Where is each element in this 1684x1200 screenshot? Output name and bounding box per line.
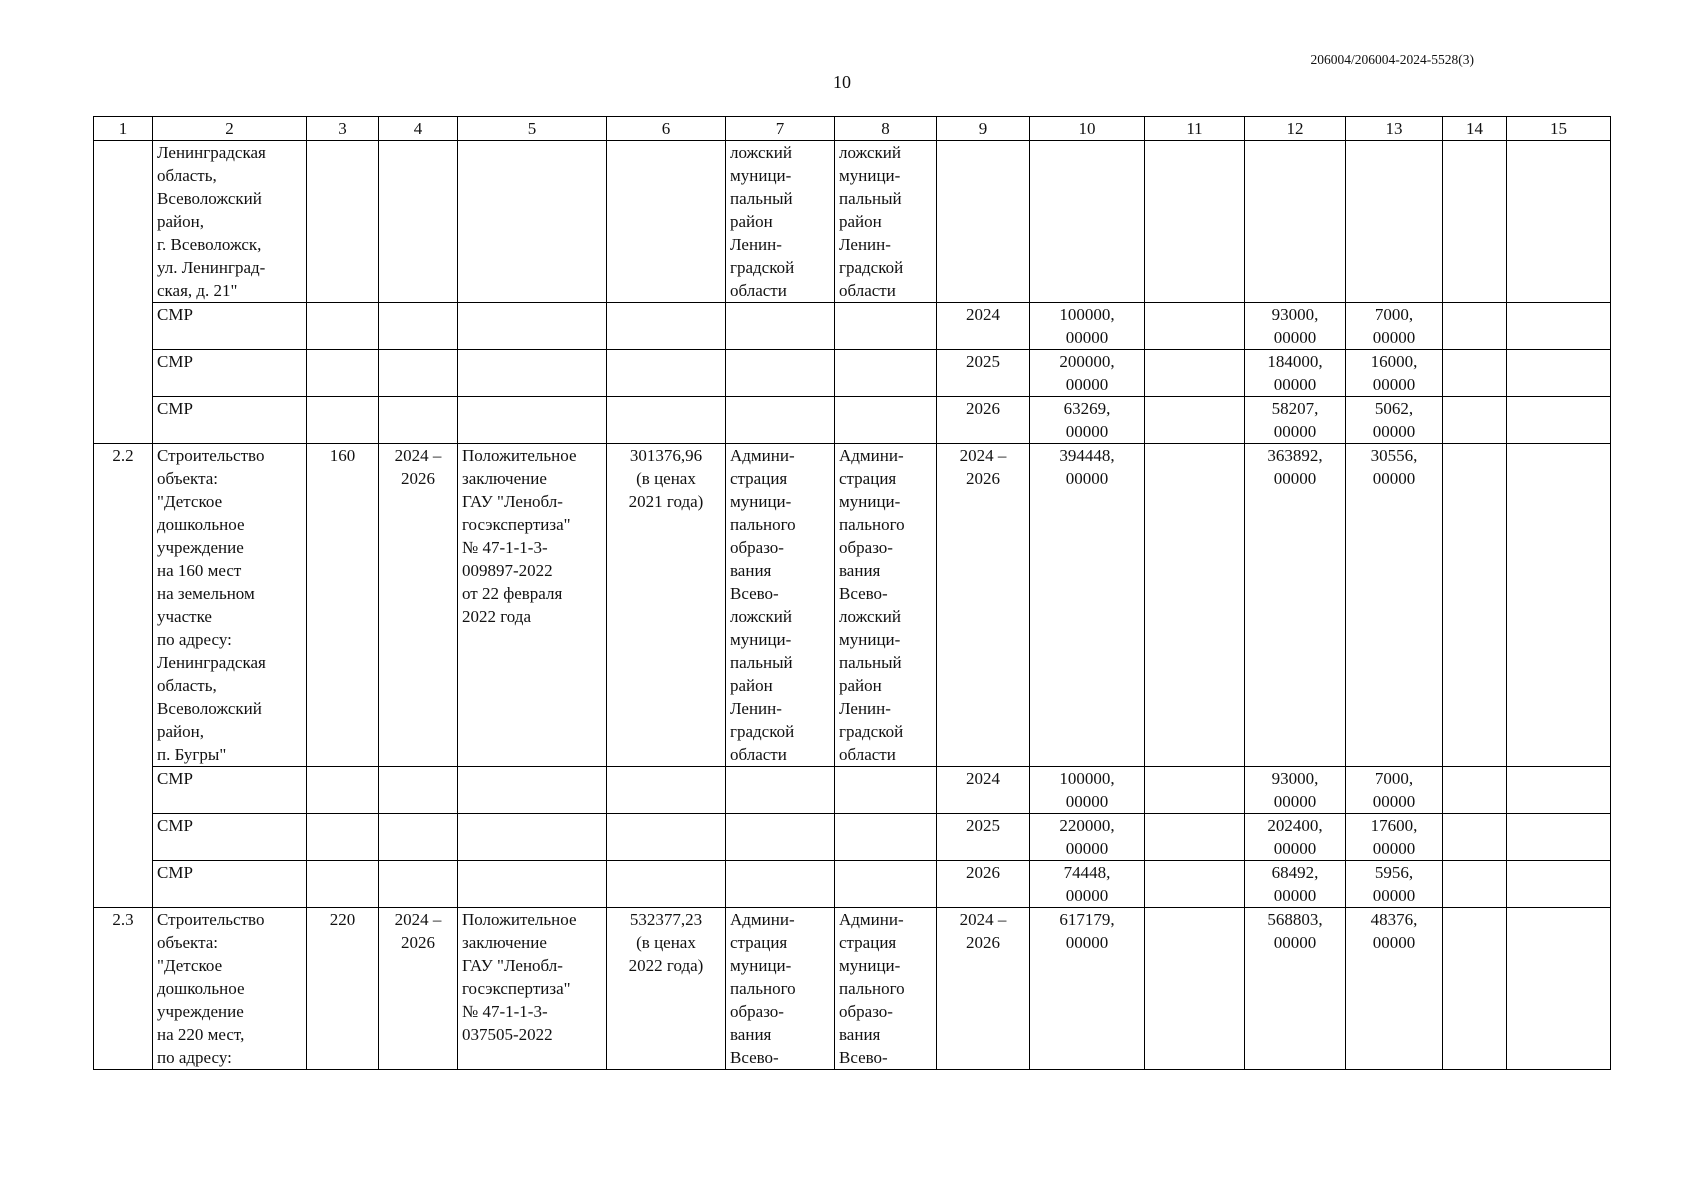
table-row	[94, 814, 1611, 861]
col-header: 7	[726, 117, 835, 141]
total-cell: 100000, 00000	[1030, 303, 1145, 350]
table-row	[94, 444, 1611, 767]
total-cell: 200000, 00000	[1030, 350, 1145, 397]
col-header: 5	[458, 117, 607, 141]
row-number-cell	[94, 141, 153, 444]
col13-cell: 7000, 00000	[1346, 767, 1443, 814]
document-number: 206004/206004-2024-5528(3)	[1310, 52, 1474, 67]
cost-cell: 301376,96 (в ценах 2021 года)	[607, 444, 726, 767]
year-cell: 2025	[937, 814, 1030, 861]
smr-label: СМР	[153, 350, 307, 397]
smr-label: СМР	[153, 397, 307, 444]
years-cell: 2024 – 2026	[937, 444, 1030, 767]
total-cell: 100000, 00000	[1030, 767, 1145, 814]
smr-label: СМР	[153, 767, 307, 814]
total-cell: 63269, 00000	[1030, 397, 1145, 444]
period-cell: 2024 – 2026	[379, 444, 458, 767]
smr-label: СМР	[153, 861, 307, 908]
table-row	[94, 908, 1611, 1070]
col13-cell: 48376, 00000	[1346, 908, 1443, 1070]
expertise-cell: Положительное заключение ГАУ "Ленобл- госэкспертиза" № 47-1-1-3- 009897-2022 от 22 февраля 2022 года	[458, 444, 607, 767]
period-cell: 2024 – 2026	[379, 908, 458, 1070]
col13-cell: 5956, 00000	[1346, 861, 1443, 908]
col13-cell: 30556, 00000	[1346, 444, 1443, 767]
col-header: 14	[1443, 117, 1507, 141]
col12-cell: 93000, 00000	[1245, 303, 1346, 350]
customer-cell: Админи- страция муници- пального образо- вания Всево- ложский муници- пальный район Ленин- градской области	[726, 444, 835, 767]
total-cell: 394448, 00000	[1030, 444, 1145, 767]
object-name-cell: Строительство объекта: "Детское дошкольное учреждение на 160 мест на земельном участке по адресу: Ленинградская область, Всеволожский район, п. Бугры"	[153, 444, 307, 767]
col13-cell: 7000, 00000	[1346, 303, 1443, 350]
table-row	[94, 350, 1611, 397]
table-row	[94, 141, 1611, 303]
col-header: 8	[835, 117, 937, 141]
col-header: 6	[607, 117, 726, 141]
year-cell: 2026	[937, 397, 1030, 444]
col-header: 2	[153, 117, 307, 141]
customer-cell: ложский муници- пальный район Ленин- градской области	[726, 141, 835, 303]
col-header: 13	[1346, 117, 1443, 141]
smr-label: СМР	[153, 303, 307, 350]
object-name-cell: Строительство объекта: "Детское дошкольное учреждение на 220 мест, по адресу:	[153, 908, 307, 1070]
col-header: 1	[94, 117, 153, 141]
col12-cell: 93000, 00000	[1245, 767, 1346, 814]
col13-cell: 17600, 00000	[1346, 814, 1443, 861]
col12-cell: 202400, 00000	[1245, 814, 1346, 861]
total-cell: 617179, 00000	[1030, 908, 1145, 1070]
cost-cell: 532377,23 (в ценах 2022 года)	[607, 908, 726, 1070]
col12-cell: 184000, 00000	[1245, 350, 1346, 397]
col-header: 11	[1145, 117, 1245, 141]
table-row	[94, 397, 1611, 444]
developer-cell: Админи- страция муници- пального образо- вания Всево-	[835, 908, 937, 1070]
col-header: 10	[1030, 117, 1145, 141]
capacity-cell: 160	[307, 444, 379, 767]
total-cell: 220000, 00000	[1030, 814, 1145, 861]
table-row	[94, 861, 1611, 908]
col12-cell: 363892, 00000	[1245, 444, 1346, 767]
capacity-cell: 220	[307, 908, 379, 1070]
total-cell: 74448, 00000	[1030, 861, 1145, 908]
expertise-cell: Положительное заключение ГАУ "Ленобл- госэкспертиза" № 47-1-1-3- 037505-2022	[458, 908, 607, 1070]
col12-cell: 58207, 00000	[1245, 397, 1346, 444]
developer-cell: Админи- страция муници- пального образо- вания Всево- ложский муници- пальный район Ленин- градской области	[835, 444, 937, 767]
customer-cell: Админи- страция муници- пального образо- вания Всево-	[726, 908, 835, 1070]
col-header: 4	[379, 117, 458, 141]
col-header: 15	[1507, 117, 1611, 141]
row-number-cell: 2.3	[94, 908, 153, 1070]
object-name-cell: Ленинградская область, Всеволожский район, г. Всеволожск, ул. Ленинград- ская, д. 21"	[153, 141, 307, 303]
column-number-row	[94, 117, 1611, 141]
page-number: 10	[833, 72, 851, 92]
year-cell: 2025	[937, 350, 1030, 397]
col-header: 9	[937, 117, 1030, 141]
col12-cell: 68492, 00000	[1245, 861, 1346, 908]
year-cell: 2024	[937, 303, 1030, 350]
col13-cell: 5062, 00000	[1346, 397, 1443, 444]
year-cell: 2024	[937, 767, 1030, 814]
program-table	[93, 116, 1611, 1070]
col-header: 12	[1245, 117, 1346, 141]
row-number-cell: 2.2	[94, 444, 153, 908]
table-row	[94, 767, 1611, 814]
developer-cell: ложский муници- пальный район Ленин- градской области	[835, 141, 937, 303]
col12-cell: 568803, 00000	[1245, 908, 1346, 1070]
year-cell: 2026	[937, 861, 1030, 908]
table-row	[94, 303, 1611, 350]
smr-label: СМР	[153, 814, 307, 861]
col-header: 3	[307, 117, 379, 141]
col13-cell: 16000, 00000	[1346, 350, 1443, 397]
years-cell: 2024 – 2026	[937, 908, 1030, 1070]
